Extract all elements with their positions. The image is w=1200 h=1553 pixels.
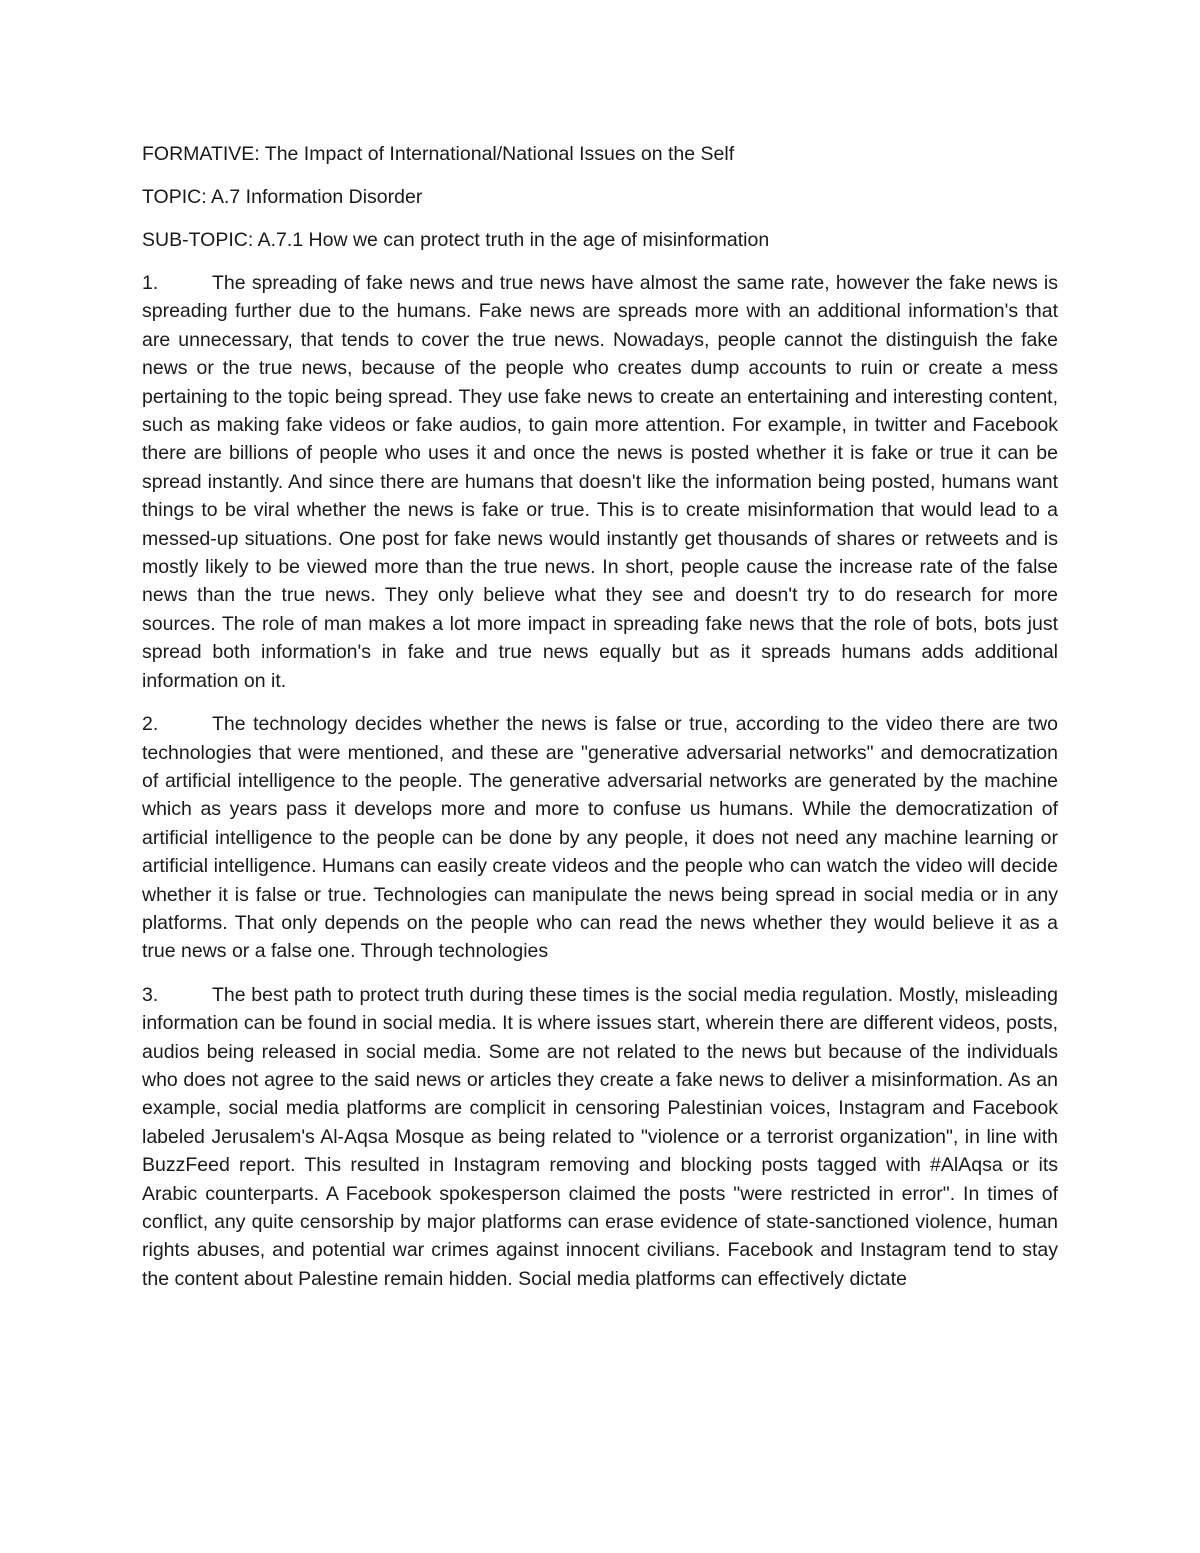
paragraph-number: 1. [142, 272, 159, 294]
document-page [142, 140, 1058, 1308]
paragraph-text: The best path to protect truth during these times is the social media regulation. Mostly, misleading information can be found in social media. It is where issues start, wherein there are different videos, posts, audios being released in social media. Some are not related to the news but because of the individuals who does not agree to the said news or articles they create a fake news to deliver a misinformation. As an example, social media platforms are complicit in censoring Palestinian voices, Instagram and Facebook labeled Jerusalem's Al-Aqsa Mosque as being related to "violence or a terrorist organization", in line with BuzzFeed report. This resulted in Instagram removing and blocking posts tagged with #AlAqsa or its Arabic counterparts. A Facebook spokesperson claimed the posts "were restricted in error". In times of conflict, any quite censorship by major platforms can erase evidence of state-sanctioned violence, human rights abuses, and potential war crimes against innocent civilians. Facebook and Instagram tend to stay the content about Palestine remain hidden. Social media platforms can effectively dictate [142, 983, 1058, 1290]
paragraph-number: 3. [142, 983, 159, 1006]
paragraph-3 [142, 981, 1058, 1293]
subtopic-line: SUB-TOPIC: A.7.1 How we can protect truth in the age of misinformation [142, 229, 770, 251]
paragraph-text: The technology decides whether the news is false or true, according to the video there are two technologies that were mentioned, and these are "generative adversarial networks" and democratization of artificial intelligence to the people. The generative adversarial networks are generated by the machine which as years pass it develops more and more to confuse us humans. While the democratization of artificial intelligence to the people can be done by any people, it does not need any machine learning or artificial intelligence. Humans can easily create videos and the people who can watch the video will decide whether it is false or true. Technologies can manipulate the news being spread in social media or in any platforms. That only depends on the people who can read the news whether they would believe it as a true news or a false one. Through technologies [142, 713, 1058, 963]
paragraph-2 [142, 710, 1058, 966]
topic-line: TOPIC: A.7 Information Disorder [142, 186, 423, 208]
paragraph-number: 2. [142, 713, 159, 736]
formative-title: FORMATIVE: The Impact of International/National Issues on the Self [142, 143, 735, 165]
paragraph-text: The spreading of fake news and true news have almost the same rate, however the fake news is spreading further due to the humans. Fake news are spreads more with an additional information's that are unnecessary, that tends to cover the true news. Nowadays, people cannot the distinguish the fake news or the true news, because of the people who creates dump accounts to ruin or create a mess pertaining to the topic being spread. They use fake news to create an entertaining and interesting content, such as making fake videos or fake audios, to gain more attention. For example, in twitter and Facebook there are billions of people who uses it and once the news is posted whether it is fake or true it can be spread instantly. And since there are humans that doesn't like the information being posted, humans want things to be viral whether the news is fake or true. This is to create misinformation that would lead to a messed-up situations. One post for fake news would instantly get thousands of shares or retweets and is mostly likely to be viewed more than the true news. In short, people cause the increase rate of the false news than the true news. They only believe what they see and doesn't try to do research for more sources. The role of man makes a lot more impact in spreading fake news that the role of bots, bots just spread both information's in fake and true news equally but as it spreads humans adds additional information on it. [142, 272, 1058, 692]
paragraph-1 [142, 269, 1058, 695]
